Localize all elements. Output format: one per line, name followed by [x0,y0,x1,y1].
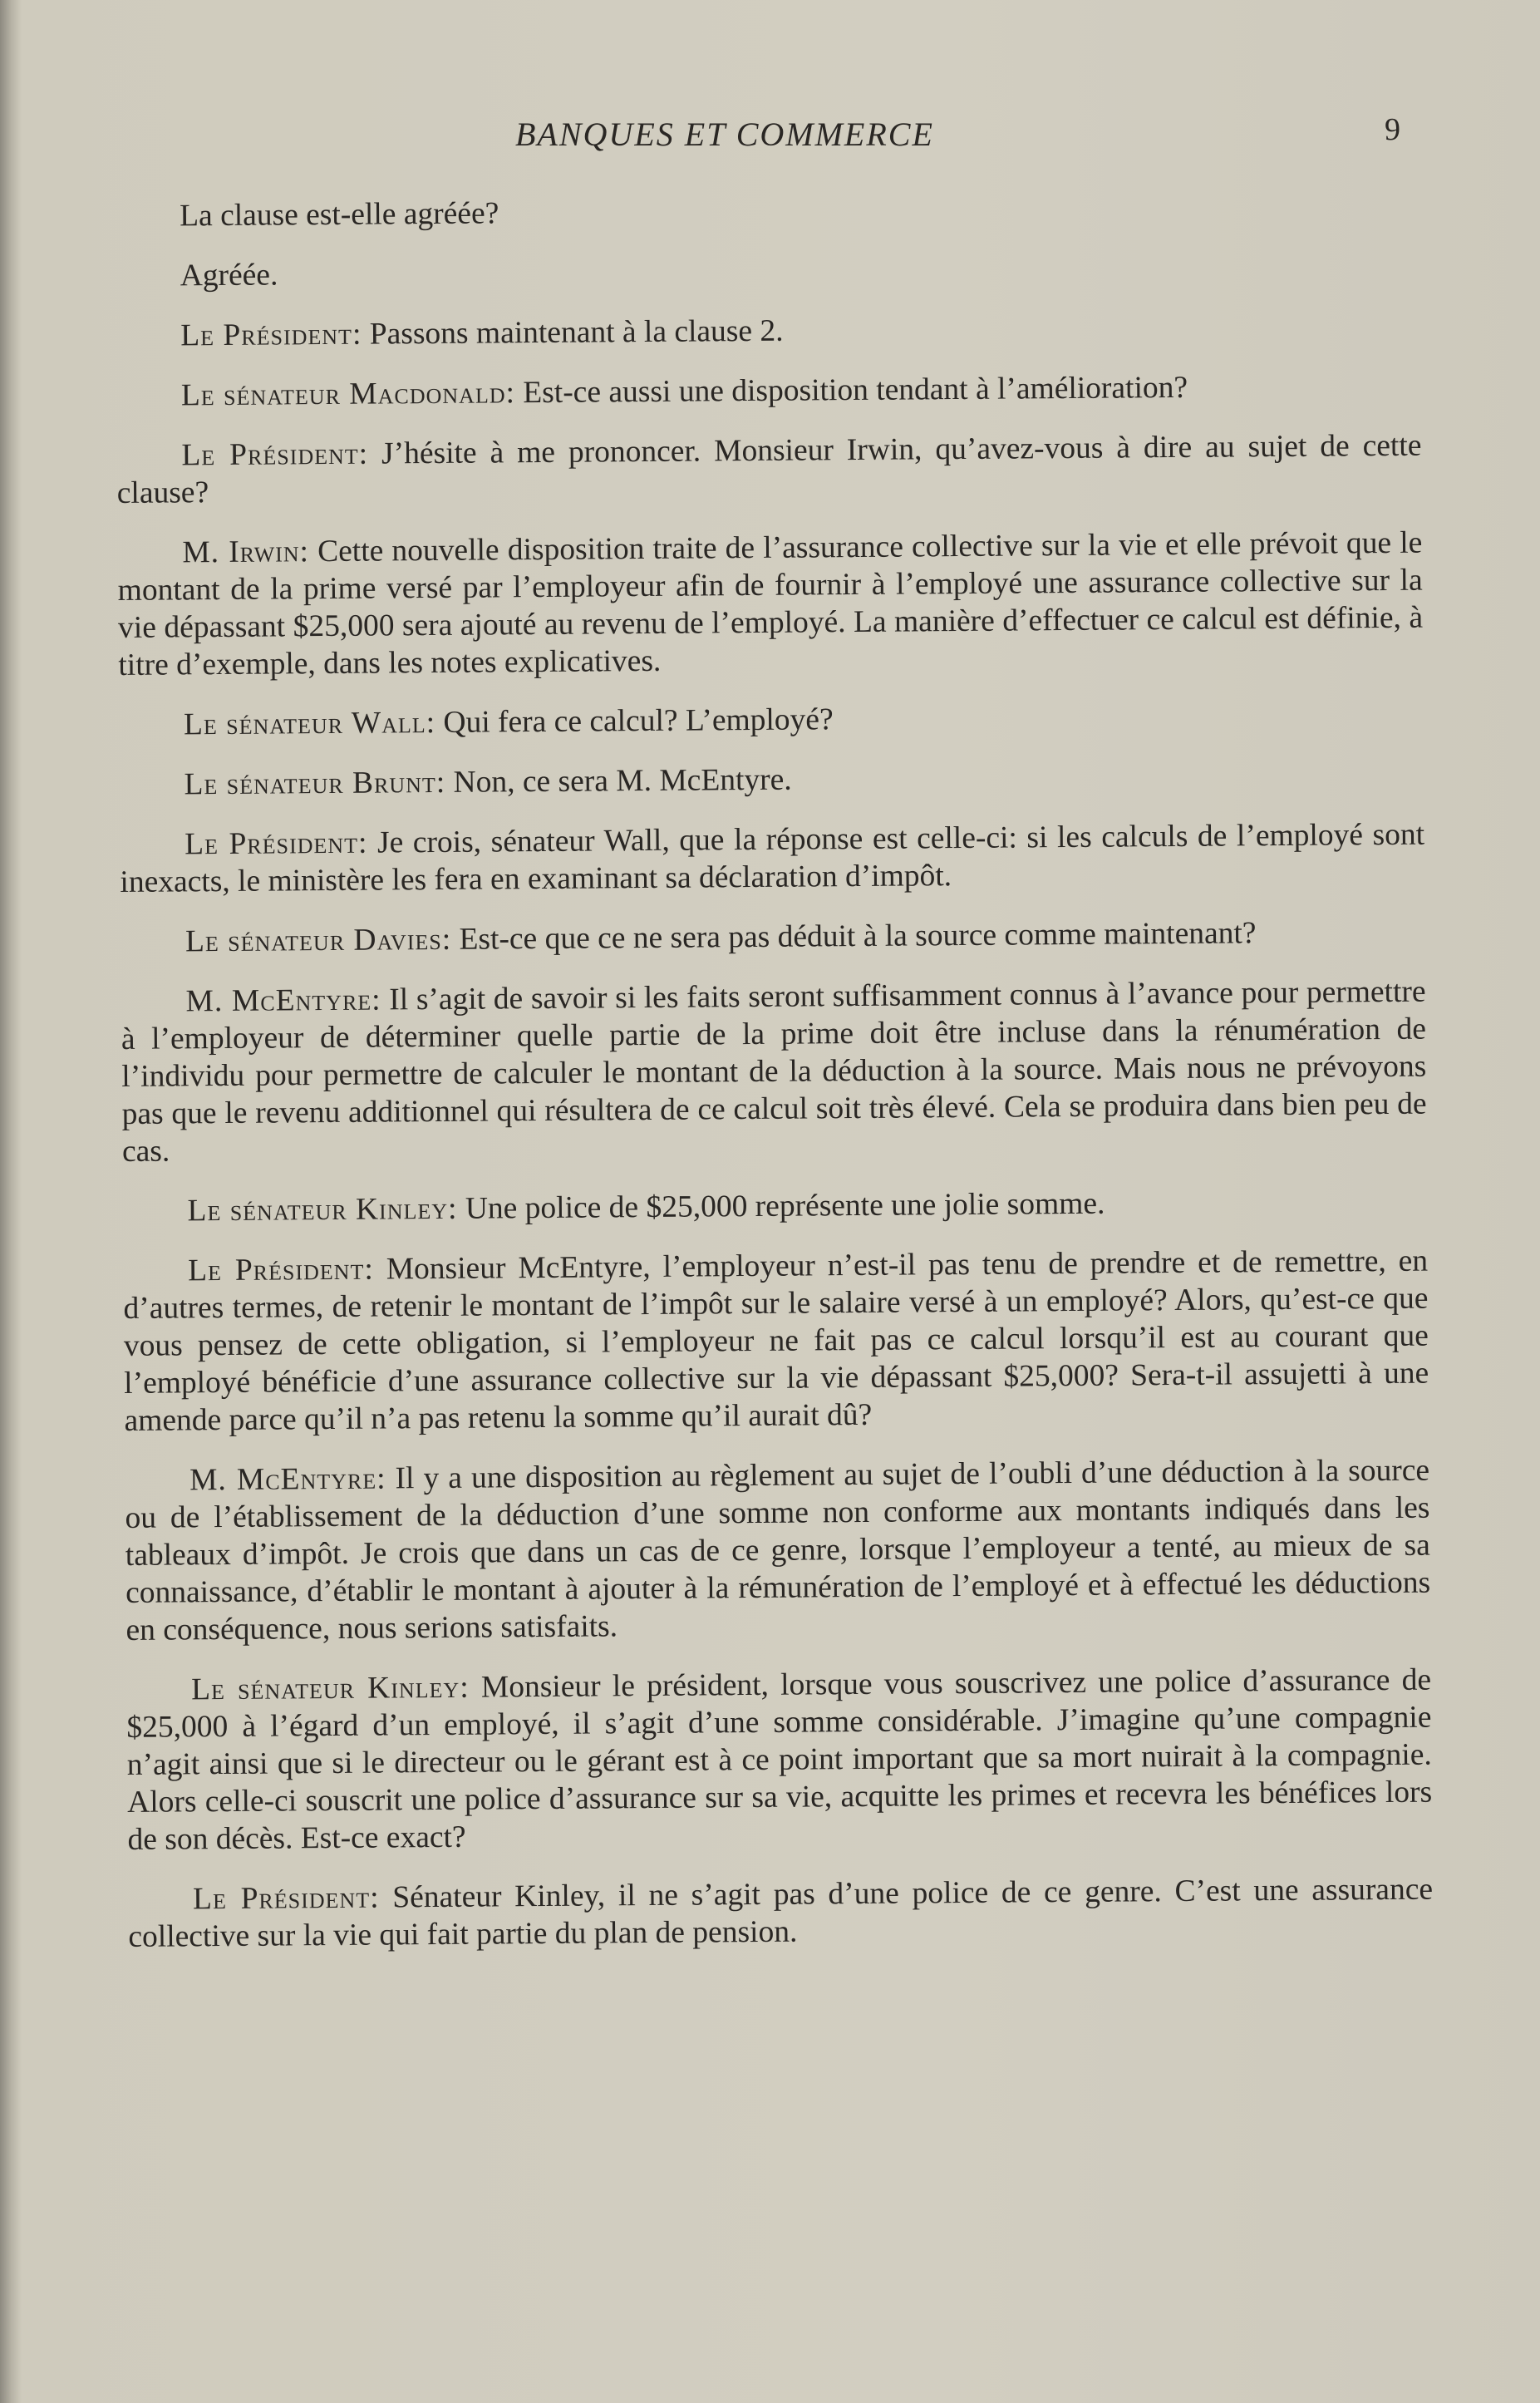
speaker-name: Le Président: [192,1880,380,1917]
paragraph [116,427,1422,512]
paragraph [119,697,1424,744]
paragraph [120,816,1425,901]
speaker-name: M. McEntyre: [185,982,381,1019]
paragraph-text: Une police de $25,000 représente une jolie somme. [465,1186,1105,1226]
paragraph [116,308,1420,355]
speaker-name: Le Président: [181,436,369,473]
paragraph [125,1452,1431,1649]
paragraph [116,248,1420,295]
paragraph-text: Monsieur le président, lorsque vous souscrivez une police d’assurance de $25,000 à l’égard d’un employé, il s’agit d’une somme considérable. J’imagine qu’une compagnie n’agit ainsi que si le directeur ou le gérant est à ce point important que sa mort nuirait à la compagnie. Alors celle-ci souscrit une police d’assurance sur sa vie, acquitte les primes et recevra les bénéfices lors de son décès. Est-ce exact? [126,1662,1433,1857]
speaker-name: M. McEntyre: [189,1461,386,1498]
paragraph [126,1662,1433,1859]
paragraph-text: Agréée. [180,258,278,293]
paragraph [116,367,1421,415]
paragraph [128,1871,1434,1956]
running-title: BANQUES ET COMMERCE [515,116,934,153]
page-number: 9 [1385,112,1400,147]
speaker-name: Le Président: [184,825,368,862]
speaker-name: Le Président: [180,317,362,353]
speaker-name: Le sénateur Wall: [183,705,436,742]
paragraph [115,188,1419,235]
paragraph-text: La clause est-elle agréée? [180,196,499,234]
transcript-body [115,188,1434,1978]
speaker-name: Le sénateur Brunt: [184,765,446,802]
speaker-name: Le Président: [187,1252,374,1288]
paragraph-text: Je crois, sénateur Wall, que la réponse est celle-ci: si les calculs de l’employé sont inexacts, le ministère les fera en examinant sa déclaration d’impôt. [120,817,1425,899]
paragraph [121,973,1427,1170]
paragraph [123,1243,1429,1440]
paragraph-text: Sénateur Kinley, il ne s’agit pas d’une police de ce genre. C’est une assurance collective sur la vie qui fait partie du plan de pension. [128,1872,1434,1954]
speaker-name: Le sénateur Macdonald: [180,376,516,413]
speaker-name: Le sénateur Davies: [185,922,452,959]
paragraph-text: Est-ce aussi une disposition tendant à l’amélioration? [523,370,1188,411]
paragraph-text: Est-ce que ce ne sera pas déduit à la source comme maintenant? [459,916,1257,957]
paragraph [121,913,1425,961]
speaker-name: M. Irwin: [182,534,310,570]
paragraph-text: Non, ce sera M. McEntyre. [453,762,792,800]
paragraph-text: Passons maintenant à la clause 2. [369,313,784,352]
paragraph-text: Il y a une disposition au règlement au sujet de l’oubli d’une déduction à la source ou de l’établissement de la déduction d’une somme non conforme aux montants indiqués dans les tableaux d’impôt. Je crois que dans un cas de ce genre, lorsque l’employeur a tenté, au mieux de sa connaissance, d’établir le montant à ajouter à la rémunération de l’employé et à effectué les déductions en conséquence, nous serions satisfaits. [125,1453,1431,1647]
paragraph [119,756,1424,804]
paragraph-text: J’hésite à me prononcer. Monsieur Irwin, qu’avez-vous à dire au sujet de cette clause? [116,428,1422,510]
page-header [0,112,1540,156]
speaker-name: Le sénateur Kinley: [187,1191,458,1229]
paragraph-text: Qui fera ce calcul? L’employé? [443,702,834,740]
paragraph-text: Cette nouvelle disposition traite de l’assurance collective sur la vie et elle prévoit que le montant de la prime versé par l’employeur afin de fournir à l’employé une assurance collective sur la vie dépassant $25,000 sera ajouté au revenu de l’employé. La manière d’effectuer ce calcul est définie, à titre d’exemple, dans les notes explicatives. [117,525,1424,682]
paragraph [117,524,1423,684]
paragraph-text: Monsieur McEntyre, l’employeur n’est-il pas tenu de prendre et de remettre, en d’autres termes, de retenir le montant de l’impôt sur le salaire versé à un employé? Alors, qu’est-ce que vous pensez de cette obligation, si l’employeur ne fait pas ce calcul lorsqu’il est au courant que l’employé bénéficie d’une assurance collective sur la vie dépassant $25,000? Sera-t-il assujetti à une amende parce qu’il n’a pas retenu la somme qu’il aurait dû? [123,1243,1429,1438]
paragraph [122,1183,1427,1230]
paragraph-text: Il s’agit de savoir si les faits seront suffisamment connus à l’avance pour permettre à l’employeur de déterminer quelle partie de la prime doit être incluse dans la rénumération de l’individu pour permettre de calculer le montant de la déduction à la source. Mais nous ne prévoyons pas que le revenu additionnel qui résultera de ce calcul soit très élevé. Cela se produira dans bien peu de cas. [121,974,1427,1169]
speaker-name: Le sénateur Kinley: [190,1670,470,1707]
